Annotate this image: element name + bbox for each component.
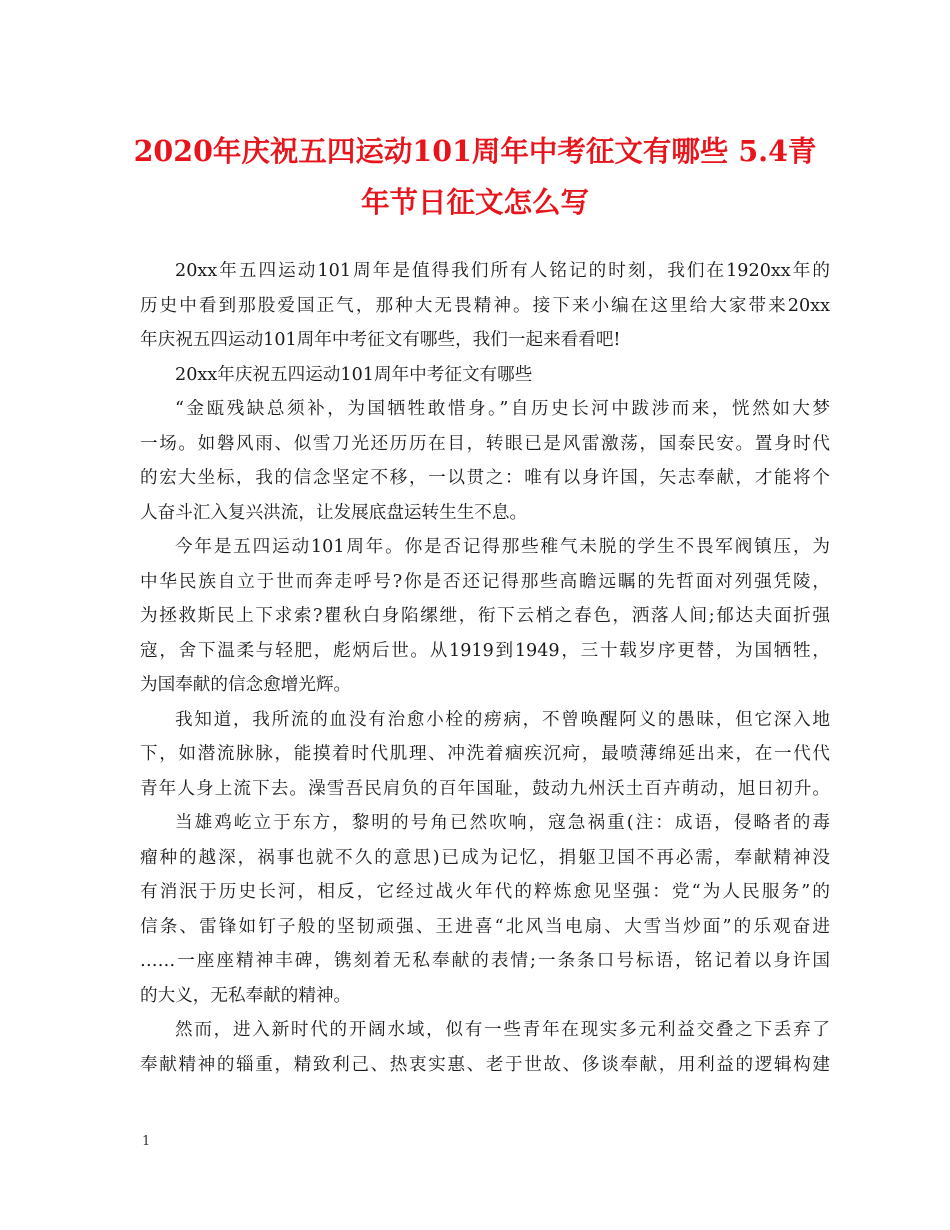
body-line-24: 奉献精神的辎重，精致利己、热衷实惠、老于世故、侈谈奉献，用利益的逻辑构建	[140, 1054, 830, 1075]
title-line-2: 年节日征文怎么写	[360, 185, 589, 219]
document-title	[120, 126, 830, 228]
page-number: 1	[142, 1134, 151, 1149]
body-line-9: 今年是五四运动101周年。你是否记得那些稚气未脱的学生不畏军阀镇压，为	[175, 537, 830, 557]
body-line-6: 一场。如磐风雨、似雪刀光还历历在目，转眼已是风雷激荡，国泰民安。置身时代	[140, 433, 830, 454]
body-line-23: 然而，进入新时代的开阔水域，似有一些青年在现实多元利益交叠之下丢弃了	[175, 1020, 830, 1040]
body-line-15: 下，如潜流脉脉，能摸着时代肌理、冲洗着痼疾沉疴，最喷薄绵延出来，在一代代	[140, 744, 830, 764]
body-line-22: 的大义，无私奉献的精神。	[140, 985, 352, 1006]
title-line-1: 2020年庆祝五四运动101周年中考征文有哪些 5.4青	[133, 134, 817, 168]
body-line-3: 年庆祝五四运动101周年中考征文有哪些，我们一起来看看吧!	[140, 330, 621, 350]
body-line-1: 20xx年五四运动101周年是值得我们所有人铭记的时刻，我们在1920xx年的	[175, 261, 830, 281]
body-line-20: 信条、雷锋如钉子般的坚韧顽强、王进喜“北风当电扇、大雪当炒面”的乐观奋进	[140, 916, 830, 937]
body-line-5: “金瓯残缺总须补，为国牺牲敢惜身。”自历史长河中跋涉而来，恍然如大梦	[175, 399, 830, 419]
body-line-13: 为国奉献的信念愈增光辉。	[140, 675, 352, 695]
body-line-11: 为拯救斯民上下求索?瞿秋白身陷缧绁，衔下云梢之春色，洒落人间;郁达夫面折强	[140, 606, 830, 626]
body-line-10: 中华民族自立于世而奔走呼号?你是否还记得那些高瞻远瞩的先哲面对列强凭陵，	[140, 571, 830, 592]
body-line-21: ……一座座精神丰碑，镌刻着无私奉献的表情;一条条口号标语，铭记着以身许国	[140, 951, 830, 971]
body-line-14: 我知道，我所流的血没有治愈小栓的痨病，不曾唤醒阿义的愚昧，但它深入地	[175, 709, 830, 730]
body-line-4: 20xx年庆祝五四运动101周年中考征文有哪些	[175, 364, 533, 385]
body-line-18: 瘤种的越深，祸事也就不久的意思)已成为记忆，捐躯卫国不再必需，奉献精神没	[140, 847, 830, 868]
body-line-8: 人奋斗汇入复兴洪流，让发展底盘运转生生不息。	[140, 502, 528, 523]
body-line-2: 历史中看到那股爱国正气，那种大无畏精神。接下来小编在这里给大家带来20xx	[140, 295, 830, 316]
body-line-7: 的宏大坐标，我的信念坚定不移，一以贯之：唯有以身许国，矢志奉献，才能将个	[140, 468, 830, 488]
body-line-17: 当雄鸡屹立于东方，黎明的号角已然吹响，寇急祸重(注：成语，侵略者的毒	[175, 813, 830, 833]
body-line-16: 青年人身上流下去。澡雪吾民肩负的百年国耻，鼓动九州沃土百卉萌动，旭日初升。	[140, 778, 830, 799]
body-line-19: 有消泯于历史长河，相反，它经过战火年代的粹炼愈见坚强：党“为人民服务”的	[140, 882, 830, 902]
document-body	[140, 254, 830, 1082]
body-line-12: 寇，舍下温柔与轻肥，彪炳后世。从1919到1949，三十载岁序更替，为国牺牲，	[140, 640, 830, 661]
